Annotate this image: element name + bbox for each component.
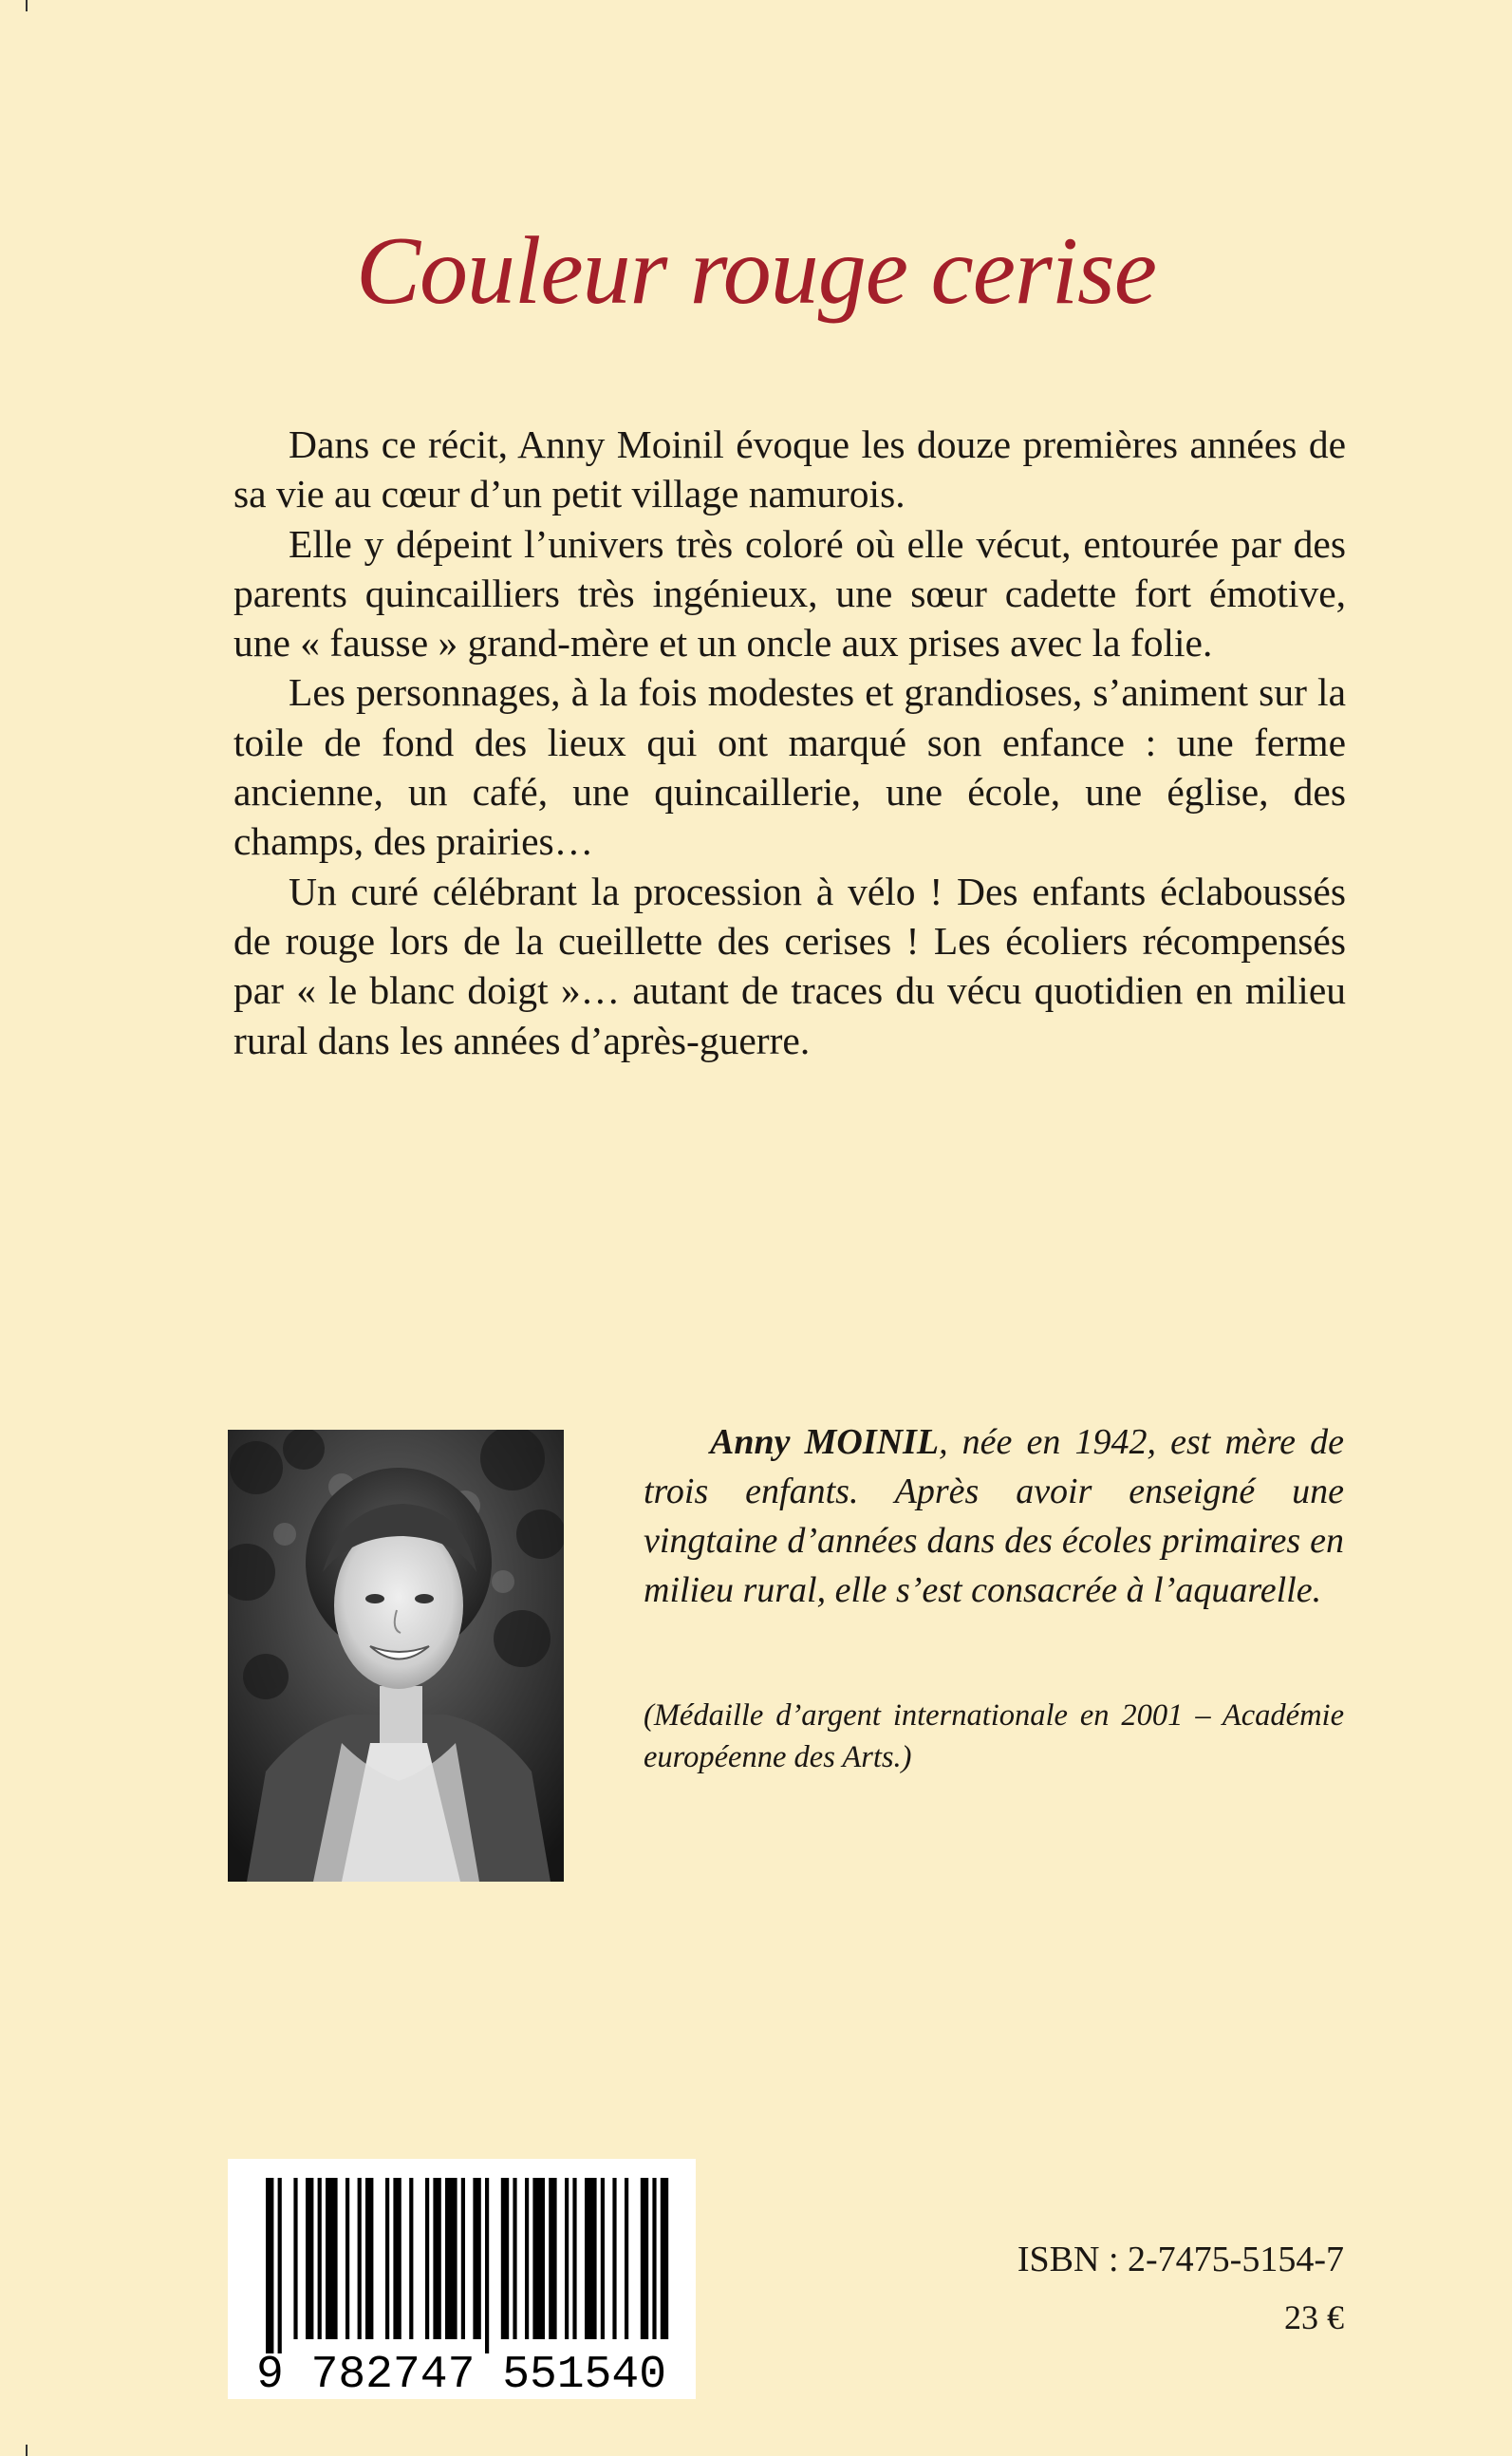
blurb-paragraph: Un curé célébrant la procession à vélo ! Des enfants éclaboussés de rouge lors de la cueillette des cerises ! Les écoliers récompensés par « le blanc doigt »… autant de traces du vécu quotidien en milieu rural dans les années d’après-guerre. [233, 869, 1346, 1062]
barcode-bar [513, 2178, 516, 2339]
barcode-bar [445, 2178, 457, 2339]
author-bio [644, 1417, 1344, 1615]
barcode-bar [358, 2178, 362, 2339]
barcode-bar [306, 2178, 313, 2339]
barcode-bar [525, 2178, 529, 2339]
blurb-paragraph: Les personnages, à la fois modestes et grandioses, s’animent sur la toile de fond des lieux qui ont marqué son enfance : une ferme ancienne, un café, une quincaillerie, une école, une église, des champs, des prairies… [233, 670, 1346, 864]
author-bio-text: , née en 1942, est mère de trois enfants. Après avoir enseigné une vingtaine d’années dans des écoles primaires en milieu rural, elle s’est consacrée à l’aquarelle. [644, 1422, 1344, 1610]
crop-mark-top [26, 0, 28, 11]
barcode-bar [661, 2178, 668, 2339]
isbn-number: ISBN : 2-7475-5154-7 [1017, 2240, 1344, 2279]
barcode-digits: 9 782747 551540 [255, 2350, 667, 2399]
barcode-bar [326, 2178, 338, 2339]
barcode-bar [625, 2178, 628, 2339]
barcode-bar [293, 2178, 297, 2339]
price: 23 € [1284, 2298, 1344, 2336]
barcode-bar [565, 2178, 569, 2339]
barcode-bar [585, 2178, 597, 2339]
barcode-bar [318, 2178, 322, 2339]
author-name: Anny MOINIL [710, 1422, 940, 1462]
barcode-bar [393, 2178, 401, 2339]
barcode-bar [385, 2178, 389, 2339]
barcode-bar [266, 2178, 273, 2353]
barcode-bar [501, 2178, 509, 2339]
barcode-bar [572, 2178, 576, 2339]
barcode-bar [409, 2178, 413, 2339]
barcode-bar [433, 2178, 440, 2339]
barcode-bar [549, 2178, 556, 2339]
barcode-bar [345, 2178, 349, 2339]
barcode-bar [612, 2178, 616, 2339]
barcode-bar [365, 2178, 373, 2339]
barcode-bar [652, 2178, 656, 2339]
author-portrait-image [228, 1430, 564, 1882]
barcode-bar [532, 2178, 545, 2339]
barcode-bar [601, 2178, 605, 2339]
barcode-bar [461, 2178, 465, 2339]
barcode [228, 2159, 696, 2399]
blurb-paragraph: Elle y dépeint l’univers très coloré où elle vécut, entourée par des parents quincailliers très ingénieux, une sœur cadette fort émotive, une « fausse » grand-mère et un oncle aux prises avec la folie. [233, 521, 1346, 666]
author-award: (Médaille d’argent internationale en 2001 – Académie européenne des Arts.) [644, 1698, 1344, 1774]
author-photo [228, 1430, 564, 1882]
book-title: Couleur rouge cerise [355, 217, 1157, 325]
book-blurb [233, 420, 1346, 1065]
barcode-bar [473, 2178, 480, 2339]
author-bio-paragraph [644, 1417, 1344, 1615]
barcode-bar [278, 2178, 282, 2353]
barcode-bar [641, 2178, 648, 2339]
barcode-bar [425, 2178, 429, 2339]
crop-mark-bottom [26, 2445, 28, 2456]
blurb-paragraph: Dans ce récit, Anny Moinil évoque les douze premières années de sa vie au cœur d’un petit village namurois. [233, 422, 1346, 516]
barcode-image [228, 2159, 696, 2399]
barcode-bar [485, 2178, 489, 2353]
